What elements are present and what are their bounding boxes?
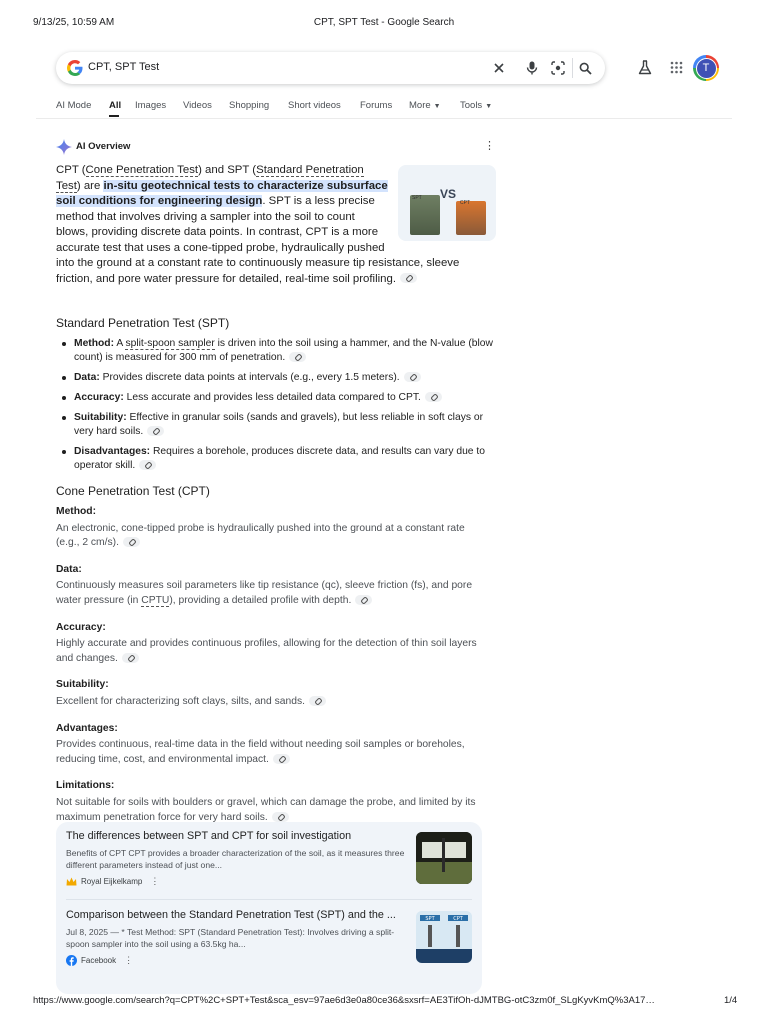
- print-page-title: CPT, SPT Test - Google Search: [313, 17, 455, 28]
- cpt-details: [56, 505, 486, 837]
- cpt-suitability-heading: Suitability:: [56, 679, 109, 691]
- tab-forums[interactable]: Forums: [360, 100, 393, 111]
- intro-text: . SPT is a less precise method that involves driving a sampler into the soil to count blows, providing discrete data points. In contrast, CPT is a more accurate test that uses a cone-tipped probe, hydraulically pushed into the ground at a constant rate to continuously measure tip resistance, sleeve friction, and pore water pressure for detailed, real-time soil profiling.: [56, 195, 460, 285]
- cpt-heading: Cone Penetration Test (CPT): [56, 484, 210, 498]
- clear-icon[interactable]: [491, 60, 507, 76]
- tab-more-label: More: [409, 100, 431, 111]
- active-tab-indicator: [109, 115, 119, 117]
- cpt-advantages-text-block: [56, 738, 486, 767]
- tab-shopping[interactable]: Shopping: [229, 100, 270, 111]
- search-query-text[interactable]: CPT, SPT Test: [88, 61, 160, 73]
- thumbnail-cpt-label: CPT: [460, 200, 470, 206]
- citation-link-icon[interactable]: [122, 653, 139, 663]
- chevron-down-icon: ▼: [485, 103, 493, 110]
- cpt-method-heading: Method:: [56, 506, 97, 517]
- source-site: [66, 876, 472, 887]
- cpt-data-heading: Data:: [56, 563, 82, 575]
- citation-link-icon[interactable]: [272, 812, 289, 822]
- citation-link-icon[interactable]: [123, 537, 140, 547]
- labs-flask-icon[interactable]: [636, 58, 654, 76]
- cpt-limitations-heading: Limitations:: [56, 780, 115, 792]
- tab-more[interactable]: [409, 100, 441, 111]
- list-item-text: Effective in granular soils (sands and gravels), but less reliable in soft clays or very hard soils.: [74, 412, 484, 437]
- list-item: [56, 337, 496, 365]
- source-thumbnail[interactable]: [416, 911, 472, 963]
- tab-tools-label: Tools: [460, 100, 483, 111]
- cpt-method-text: An electronic, cone-tipped probe is hydraulically pushed into the ground at a constant rate (e.g., 2 cm/s).: [56, 522, 465, 549]
- source-site-name: Royal Eijkelkamp: [81, 877, 143, 886]
- ai-overview-intro: [56, 163, 496, 287]
- apps-grid-icon[interactable]: [667, 58, 685, 76]
- source-divider: [66, 899, 472, 900]
- citation-link-icon[interactable]: [404, 372, 421, 382]
- citation-link-icon[interactable]: [139, 460, 156, 470]
- search-divider: [572, 58, 573, 78]
- list-item-text: is driven into the soil using a hammer, and the N-value (blow count) is measured for 300 mm of penetration.: [74, 338, 493, 363]
- print-url: https://www.google.com/search?q=CPT%2C+SPT+Test&sca_esv=97ae6d3e0a80ce36&sxsrf=AE3TifOh-dJMTBG-otC3zm0f_SLgKyvKmQ%3A17…: [33, 995, 655, 1006]
- split-spoon-term-link[interactable]: split-spoon sampler: [125, 338, 215, 349]
- mic-icon[interactable]: [524, 60, 540, 76]
- source-site: [66, 955, 472, 966]
- lens-icon[interactable]: [550, 60, 566, 76]
- print-datetime: 9/13/25, 10:59 AM: [33, 17, 115, 28]
- list-item-text: Less accurate and provides less detailed data compared to CPT.: [123, 392, 421, 403]
- tab-tools[interactable]: [460, 100, 492, 111]
- cpt-advantages-heading: Advantages:: [56, 722, 118, 734]
- list-item-label: Disadvantages:: [74, 446, 151, 457]
- list-item-label: Accuracy:: [74, 392, 124, 403]
- chevron-down-icon: ▼: [433, 103, 441, 110]
- citation-link-icon[interactable]: [273, 754, 290, 764]
- search-icon[interactable]: [577, 60, 593, 76]
- source-site-name: Facebook: [81, 956, 117, 965]
- cpt-suitability-text: Excellent for characterizing soft clays, silts, and sands.: [56, 695, 305, 707]
- royal-eijkelkamp-favicon-icon: [66, 876, 77, 887]
- list-item: [56, 371, 496, 385]
- cpt-advantages-text: Provides continuous, real-time data in the field without needing soil samples or boreholes, reducing time, cost, and environmental impact.: [56, 739, 465, 765]
- cpt-limitations-text: Not suitable for soils with boulders or gravel, which can damage the probe, and limited by its maximum penetration force for very hard soils.: [56, 796, 476, 823]
- avatar-letter: T: [696, 58, 717, 79]
- tab-ai-mode[interactable]: AI Mode: [56, 100, 92, 111]
- citation-link-icon[interactable]: [400, 273, 417, 283]
- tabs-divider: [36, 118, 732, 119]
- source-card[interactable]: [66, 909, 472, 966]
- tab-short-videos[interactable]: Short videos: [288, 100, 341, 111]
- cpt-accuracy-heading: Accuracy:: [56, 621, 106, 633]
- intro-text: ) and SPT (: [198, 164, 257, 176]
- tab-videos[interactable]: Videos: [183, 100, 212, 111]
- citation-link-icon[interactable]: [425, 392, 442, 402]
- ai-overview-thumbnail[interactable]: [398, 165, 496, 241]
- spt-heading: Standard Penetration Test (SPT): [56, 316, 230, 330]
- more-options-icon[interactable]: ⋮: [150, 876, 160, 886]
- source-snippet: Benefits of CPT CPT provides a broader characterization of the soil, as it measures three different parameters instead of just one...: [66, 848, 405, 870]
- source-title[interactable]: The differences between SPT and CPT for soil investigation: [66, 830, 352, 842]
- cpt-accuracy-text-block: [56, 637, 486, 666]
- sources-panel: [56, 822, 482, 994]
- cpt-data-text-block: [56, 579, 486, 608]
- search-box[interactable]: [56, 52, 605, 84]
- cpt-method-text-block: [56, 522, 486, 551]
- list-item-label: Data:: [74, 372, 100, 383]
- cpt-suitability-text-block: [56, 695, 486, 710]
- cpt-data-text: Continuously measures soil parameters like tip resistance (qc), sleeve friction (fs), and pore water pressure (in: [56, 580, 473, 606]
- source-card[interactable]: [66, 830, 472, 887]
- list-item-text: A: [114, 338, 126, 349]
- intro-text: CPT (: [56, 164, 86, 176]
- source-thumbnail[interactable]: [416, 832, 472, 884]
- facebook-favicon-icon: [66, 955, 77, 966]
- cpt-term-link[interactable]: Cone Penetration Test: [85, 164, 199, 176]
- ai-sparkle-icon: [56, 139, 72, 155]
- tab-all[interactable]: All: [109, 100, 122, 111]
- citation-link-icon[interactable]: [355, 595, 372, 605]
- cpt-limitations-text-block: [56, 796, 486, 825]
- intro-text: ) are: [76, 179, 104, 192]
- more-options-icon[interactable]: ⋮: [124, 955, 134, 965]
- list-item: [56, 391, 496, 405]
- thumbnail-spt-label: SPT: [412, 195, 422, 201]
- thumbnail-vs-text: VS: [440, 187, 457, 201]
- citation-link-icon[interactable]: [309, 696, 326, 706]
- list-item-text: Provides discrete data points at intervals (e.g., every 1.5 meters).: [99, 372, 400, 383]
- google-logo-icon: [67, 60, 83, 76]
- list-item-label: Suitability:: [74, 412, 127, 423]
- list-item-label: Method:: [74, 338, 115, 349]
- spt-list: [56, 337, 496, 473]
- more-options-icon[interactable]: ⋮: [484, 140, 495, 152]
- source-title[interactable]: Comparison between the Standard Penetration Test (SPT) and the ...: [66, 909, 396, 921]
- citation-link-icon[interactable]: [289, 352, 306, 362]
- citation-link-icon[interactable]: [147, 426, 164, 436]
- intro-highlight: in-situ geotechnical tests to characterize subsurface soil conditions for engineering design: [56, 179, 388, 207]
- thumb-spt-label: SPT: [425, 916, 435, 922]
- print-header: [0, 17, 768, 31]
- thumb-cpt-label: CPT: [453, 916, 463, 922]
- cptu-term-link[interactable]: CPTU: [141, 594, 170, 606]
- cpt-accuracy-text: Highly accurate and provides continuous profiles, allowing for the detection of thin soil layers and changes.: [56, 638, 477, 664]
- ai-overview-title: AI Overview: [76, 141, 131, 152]
- source-snippet: Jul 8, 2025 — * Test Method: SPT (Standard Penetration Test): Involves driving a split-spoon sampler into the soil using a 63.5kg ha...: [66, 927, 395, 949]
- print-page-number: 1/4: [724, 995, 738, 1006]
- list-item-text: Requires a borehole, produces discrete data, and results can vary due to operator skill.: [74, 446, 485, 471]
- cpt-data-text: ), providing a detailed profile with depth.: [169, 594, 352, 606]
- ai-overview-header: [56, 139, 496, 155]
- spt-term-link[interactable]: Standard Penetration Test: [56, 164, 364, 192]
- list-item: [56, 445, 496, 473]
- tab-images[interactable]: Images: [135, 100, 167, 111]
- list-item: [56, 411, 496, 439]
- account-avatar[interactable]: [693, 55, 719, 81]
